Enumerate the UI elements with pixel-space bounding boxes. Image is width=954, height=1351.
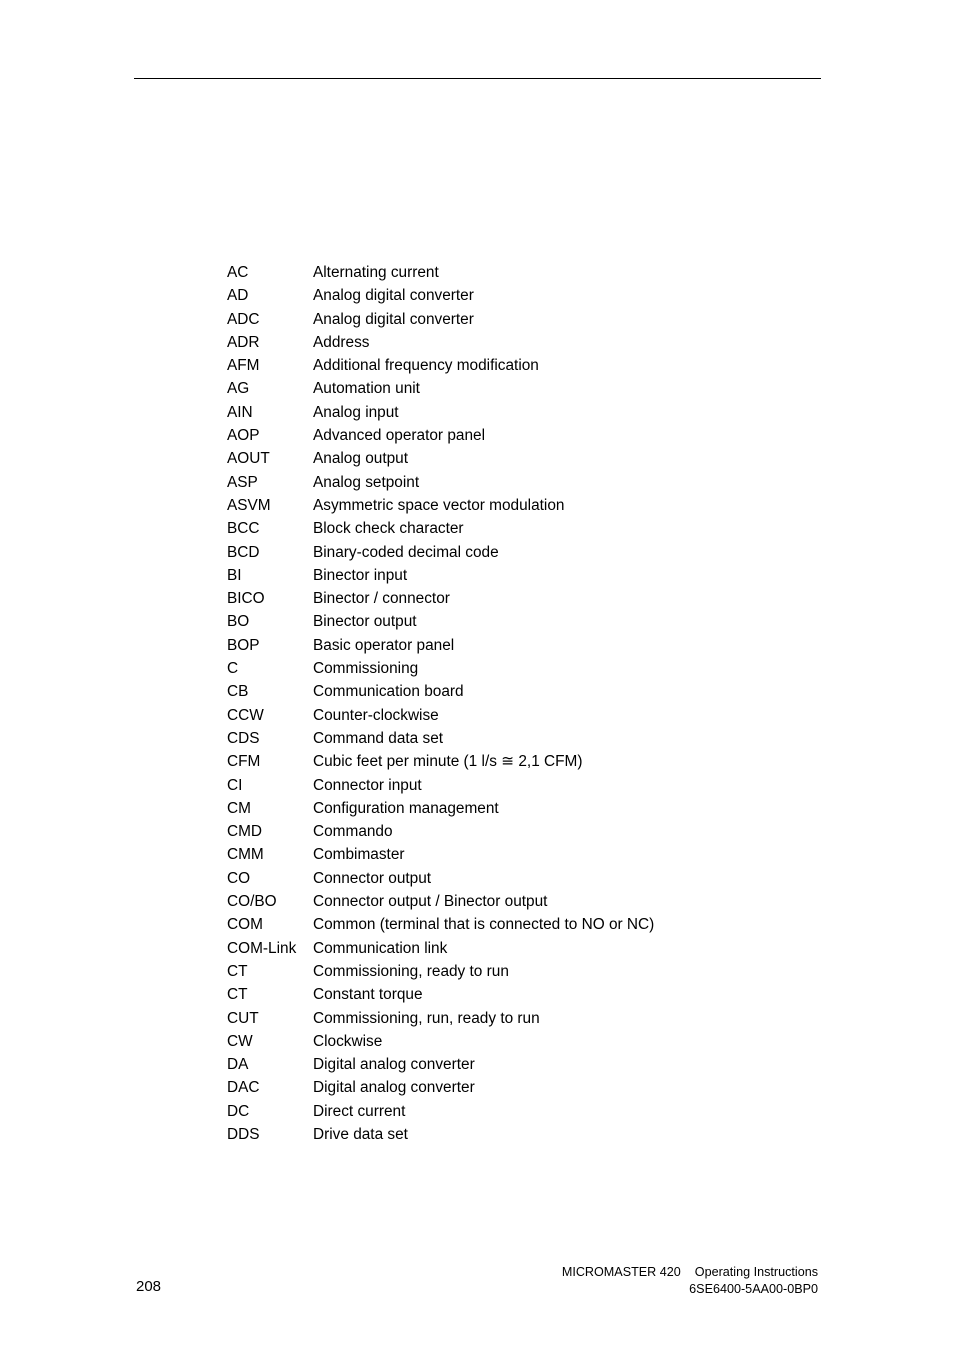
- abbreviation-definition: Configuration management: [313, 799, 499, 817]
- abbreviation-definition: Constant torque: [313, 986, 423, 1004]
- abbreviation-definition: Analog digital converter: [313, 310, 474, 328]
- abbreviation-definition: Connector input: [313, 776, 422, 794]
- abbreviation-term: COM-Link: [227, 939, 297, 957]
- abbreviation-list: [227, 261, 827, 1146]
- list-item: [227, 610, 827, 633]
- abbreviation-term: ADR: [227, 333, 260, 351]
- list-item: [227, 354, 827, 377]
- abbreviation-definition: Block check character: [313, 520, 464, 538]
- footer-product: MICROMASTER 420: [561, 1265, 681, 1279]
- list-item: [227, 634, 827, 657]
- list-item: [227, 890, 827, 913]
- list-item: [227, 517, 827, 540]
- list-item: [227, 750, 827, 773]
- list-item: [227, 1076, 827, 1099]
- abbreviation-term: AIN: [227, 403, 253, 421]
- abbreviation-term: CT: [227, 962, 248, 980]
- abbreviation-definition: Additional frequency modification: [313, 357, 539, 375]
- footer-order-number: 6SE6400-5AA00-0BP0: [689, 1282, 818, 1296]
- header-rule: [134, 78, 821, 79]
- list-item: [227, 727, 827, 750]
- abbreviation-term: AC: [227, 264, 249, 281]
- list-item: [227, 1030, 827, 1053]
- abbreviation-term: CDS: [227, 729, 260, 747]
- abbreviation-term: DC: [227, 1102, 250, 1120]
- abbreviation-term: AOUT: [227, 450, 270, 468]
- abbreviation-term: BI: [227, 566, 242, 584]
- abbreviation-term: CFM: [227, 753, 261, 771]
- abbreviation-term: DAC: [227, 1079, 260, 1097]
- abbreviation-definition: Counter-clockwise: [313, 706, 439, 724]
- list-item: [227, 680, 827, 703]
- list-item: [227, 1007, 827, 1030]
- abbreviation-term: CUT: [227, 1009, 259, 1027]
- abbreviation-definition: Analog digital converter: [313, 287, 474, 305]
- list-item: [227, 774, 827, 797]
- abbreviation-term: AOP: [227, 427, 260, 445]
- abbreviation-definition: Binary-coded decimal code: [313, 543, 499, 561]
- abbreviation-definition: Command data set: [313, 729, 444, 747]
- list-item: [227, 424, 827, 447]
- abbreviation-term: CO/BO: [227, 893, 277, 911]
- list-item: [227, 447, 827, 470]
- abbreviation-definition: Analog output: [313, 450, 408, 468]
- abbreviation-definition: Digital analog converter: [313, 1056, 475, 1074]
- abbreviation-term: CW: [227, 1032, 253, 1050]
- abbreviation-definition: Common (terminal that is connected to NO or NC): [313, 916, 655, 934]
- abbreviation-term: BCC: [227, 520, 260, 538]
- abbreviation-definition: Connector output: [313, 869, 432, 887]
- abbreviation-definition: Communication link: [313, 939, 448, 957]
- list-item: [227, 331, 827, 354]
- abbreviation-definition: Direct current: [313, 1102, 406, 1120]
- abbreviation-term: BCD: [227, 543, 260, 561]
- list-item: [227, 1123, 827, 1146]
- list-item: [227, 704, 827, 727]
- abbreviation-term: CMD: [227, 823, 263, 841]
- abbreviation-term: DDS: [227, 1125, 260, 1143]
- abbreviation-term: AG: [227, 380, 250, 398]
- list-item: [227, 1053, 827, 1076]
- abbreviation-term: COM: [227, 916, 263, 934]
- abbreviation-definition: Asymmetric space vector modulation: [313, 496, 565, 514]
- abbreviation-term: DA: [227, 1056, 249, 1074]
- list-item: [227, 284, 827, 307]
- abbreviation-definition: Address: [313, 333, 370, 351]
- abbreviation-term: AFM: [227, 357, 260, 375]
- list-item: [227, 913, 827, 936]
- abbreviation-term: BO: [227, 613, 250, 631]
- abbreviation-term: ASVM: [227, 496, 271, 514]
- abbreviation-definition: Clockwise: [313, 1032, 383, 1050]
- footer-document-type: Operating Instructions: [694, 1265, 818, 1279]
- abbreviation-definition: Commissioning, run, ready to run: [313, 1009, 540, 1027]
- abbreviation-definition: Alternating current: [313, 264, 439, 281]
- list-item: [227, 797, 827, 820]
- page-number: 208: [136, 1278, 162, 1295]
- abbreviation-definition: Connector output / Binector output: [313, 893, 548, 911]
- list-item: [227, 471, 827, 494]
- list-item: [227, 657, 827, 680]
- list-item: [227, 401, 827, 424]
- abbreviation-definition: Analog input: [313, 403, 399, 421]
- abbreviation-definition: Commissioning: [313, 660, 419, 678]
- list-item: [227, 308, 827, 331]
- abbreviation-term: BOP: [227, 636, 260, 654]
- abbreviation-term: C: [227, 660, 239, 678]
- list-item: [227, 564, 827, 587]
- abbreviation-term: ASP: [227, 473, 258, 491]
- abbreviation-definition: Analog setpoint: [313, 473, 420, 491]
- abbreviation-term: CI: [227, 776, 243, 794]
- list-item: [227, 983, 827, 1006]
- list-item: [227, 377, 827, 400]
- abbreviation-term: BICO: [227, 590, 265, 608]
- abbreviation-definition: Cubic feet per minute (1 l/s ≅ 2,1 CFM): [313, 753, 583, 771]
- list-item: [227, 867, 827, 890]
- list-item: [227, 587, 827, 610]
- abbreviation-definition: Binector output: [313, 613, 417, 631]
- abbreviation-term: AD: [227, 287, 249, 305]
- list-item: [227, 937, 827, 960]
- list-item: [227, 1100, 827, 1123]
- list-item: [227, 261, 827, 284]
- list-item: [227, 541, 827, 564]
- abbreviation-definition: Digital analog converter: [313, 1079, 475, 1097]
- abbreviation-definition: Communication board: [313, 683, 464, 701]
- abbreviation-term: CO: [227, 869, 251, 887]
- abbreviation-definition: Basic operator panel: [313, 636, 455, 654]
- list-item: [227, 820, 827, 843]
- abbreviation-term: CT: [227, 986, 248, 1004]
- footer-doc-info: [562, 1264, 818, 1298]
- abbreviation-term: CB: [227, 683, 249, 701]
- abbreviation-term: CCW: [227, 706, 264, 724]
- abbreviation-definition: Commissioning, ready to run: [313, 962, 509, 980]
- list-item: [227, 494, 827, 517]
- abbreviation-definition: Advanced operator panel: [313, 427, 485, 445]
- abbreviation-term: ADC: [227, 310, 260, 328]
- abbreviation-term: CMM: [227, 846, 264, 864]
- abbreviation-definition: Automation unit: [313, 380, 420, 398]
- abbreviation-definition: Commando: [313, 823, 393, 841]
- abbreviation-definition: Binector input: [313, 566, 408, 584]
- list-item: [227, 843, 827, 866]
- abbreviation-term: CM: [227, 799, 251, 817]
- abbreviation-definition: Drive data set: [313, 1125, 408, 1143]
- abbreviation-definition: Combimaster: [313, 846, 405, 864]
- list-item: [227, 960, 827, 983]
- abbreviation-definition: Binector / connector: [313, 590, 450, 608]
